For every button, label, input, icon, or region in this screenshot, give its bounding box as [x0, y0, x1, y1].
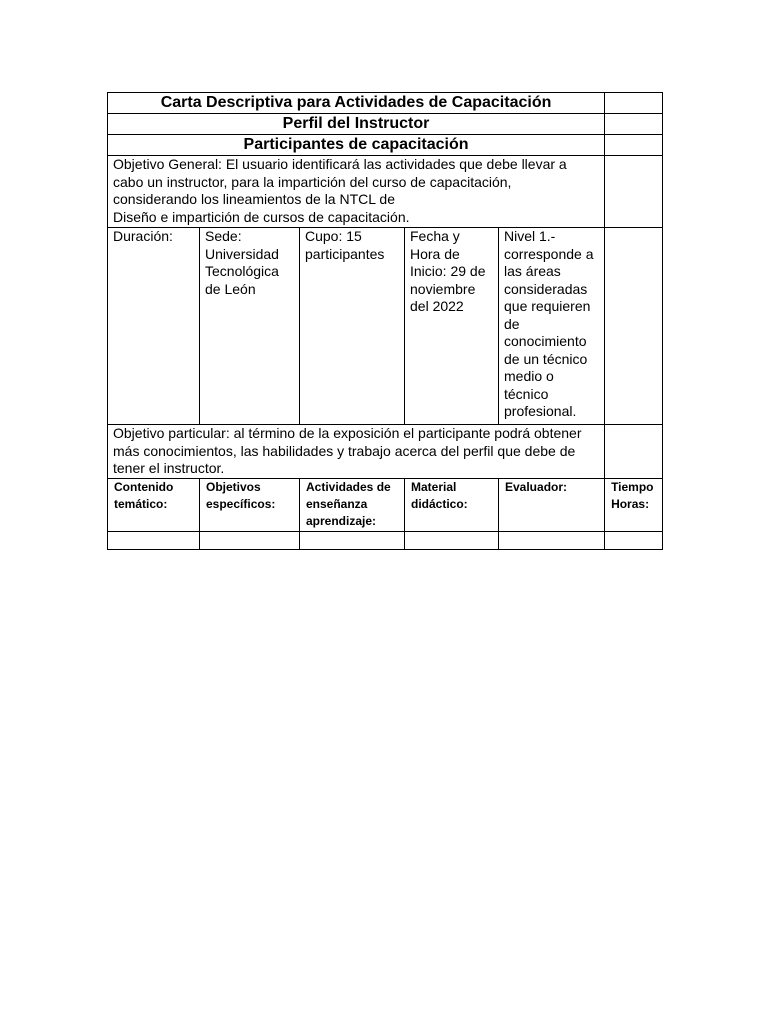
header-contenido: Contenido temático: [108, 479, 200, 532]
details-side-cell [605, 228, 663, 425]
carta-descriptiva-table [107, 92, 663, 550]
title-row [108, 93, 663, 114]
participantes-heading: Participantes de capacitación [108, 135, 605, 156]
header-actividades: Actividades de enseñanza aprendizaje: [300, 479, 405, 532]
objetivo-general-row [108, 156, 663, 228]
perfil-heading: Perfil del Instructor [108, 114, 605, 135]
header-evaluador: Evaluador: [499, 479, 605, 532]
empty-cell [300, 532, 405, 550]
objetivo-general-side-cell [605, 156, 663, 228]
empty-row [108, 532, 663, 550]
title-side-cell [605, 93, 663, 114]
empty-cell [108, 532, 200, 550]
details-row [108, 228, 663, 425]
empty-cell [499, 532, 605, 550]
column-header-row [108, 479, 663, 532]
duracion-cell: Duración: [108, 228, 200, 425]
nivel-cell: Nivel 1.- corresponde a las áreas consideradas que requieren de conocimiento de un técnico medio o técnico profesional. [499, 228, 605, 425]
participantes-side-cell [605, 135, 663, 156]
table-title: Carta Descriptiva para Actividades de Capacitación [108, 93, 605, 114]
participantes-row [108, 135, 663, 156]
cupo-cell: Cupo: 15 participantes [300, 228, 405, 425]
sede-cell: Sede: Universidad Tecnológica de León [200, 228, 300, 425]
empty-cell [405, 532, 499, 550]
objetivo-general: Objetivo General: El usuario identificará las actividades que debe llevar a cabo un instructor, para la impartición del curso de capacitación, considerando los lineamientos de la NTCL de Diseño e impartición de cursos de capacitación. [108, 156, 605, 228]
fecha-cell: Fecha y Hora de Inicio: 29 de noviembre del 2022 [405, 228, 499, 425]
empty-cell [200, 532, 300, 550]
header-tiempo: Tiempo Horas: [605, 479, 663, 532]
objetivo-particular-side-cell [605, 425, 663, 479]
objetivo-particular-row [108, 425, 663, 479]
empty-cell [605, 532, 663, 550]
objetivo-particular: Objetivo particular: al término de la exposición el participante podrá obtener más conocimientos, las habilidades y trabajo acerca del perfil que debe de tener el instructor. [108, 425, 605, 479]
header-material: Material didáctico: [405, 479, 499, 532]
perfil-row [108, 114, 663, 135]
perfil-side-cell [605, 114, 663, 135]
header-objetivos: Objetivos específicos: [200, 479, 300, 532]
